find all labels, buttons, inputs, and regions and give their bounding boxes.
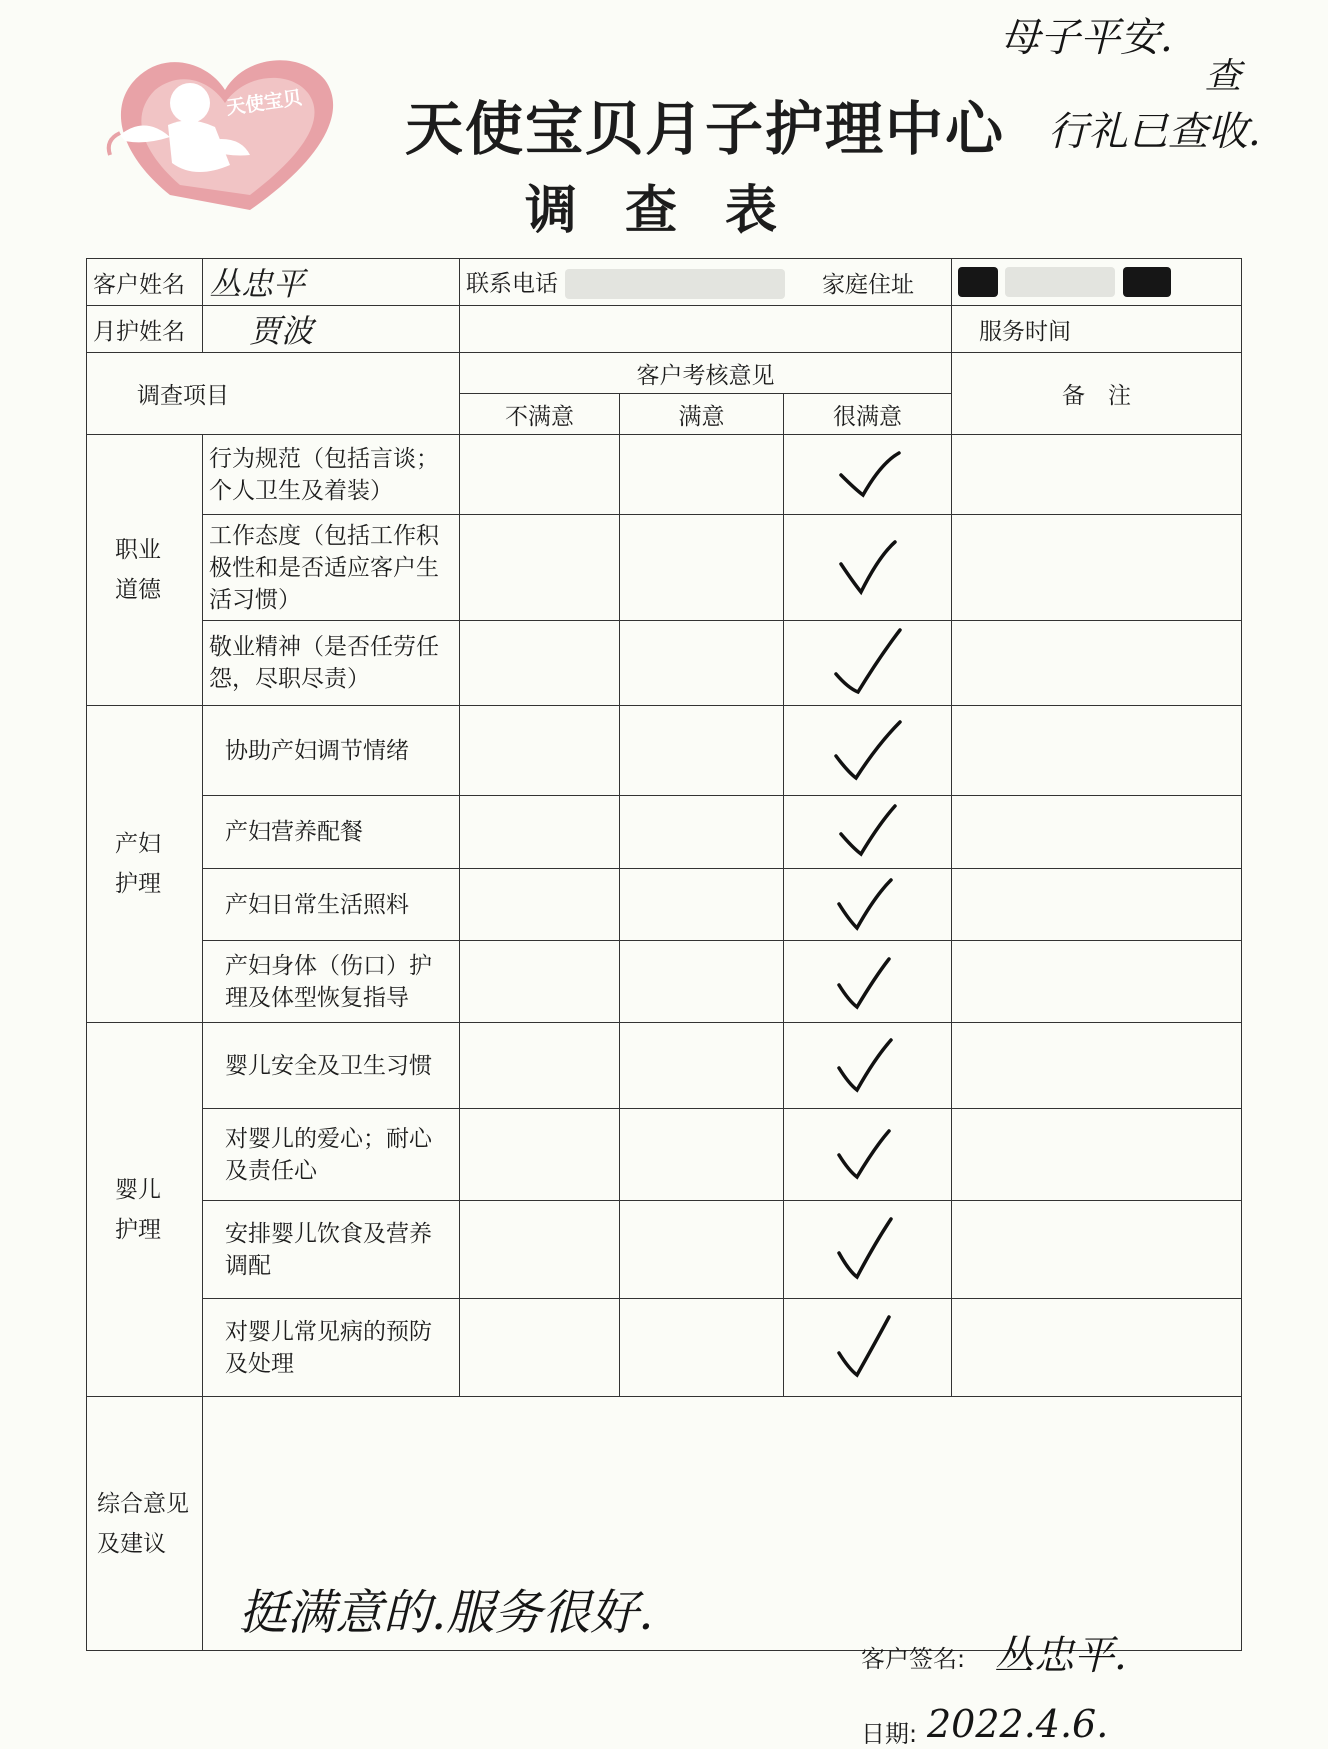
rating-cell-very-satisfied — [784, 869, 952, 941]
survey-item-row — [87, 1109, 1242, 1201]
address-redacted — [958, 267, 998, 297]
category-label — [87, 1023, 203, 1397]
rating-cell-very-satisfied — [784, 796, 952, 869]
remarks-cell — [952, 869, 1242, 941]
checkmark-icon — [833, 953, 903, 1011]
remarks-cell — [952, 1109, 1242, 1201]
remarks-cell — [952, 1299, 1242, 1397]
remarks-header: 备 注 — [952, 353, 1242, 435]
rating-cell-satisfied — [620, 1299, 784, 1397]
rating-cell-dissatisfied — [460, 1201, 620, 1299]
survey-item-row — [87, 435, 1242, 515]
checkmark-icon — [833, 1125, 903, 1185]
rating-cell-satisfied — [620, 796, 784, 869]
rating-cell-very-satisfied — [784, 1109, 952, 1201]
phone-label: 联系电话 — [466, 270, 558, 297]
checkmark-icon — [833, 1215, 903, 1285]
category-name: 职业 道德 — [115, 537, 161, 603]
rating-cell-satisfied — [620, 706, 784, 796]
checkmark-icon — [833, 802, 903, 862]
remarks-cell — [952, 706, 1242, 796]
rating-cell-very-satisfied — [784, 1299, 952, 1397]
rating-cell-very-satisfied — [784, 621, 952, 706]
item-text: 行为规范（包括言谈；个人卫生及着装） — [203, 435, 460, 515]
service-time-label: 服务时间 — [979, 318, 1071, 345]
customer-name-cell — [203, 259, 460, 306]
rating-cell-dissatisfied — [460, 1023, 620, 1109]
signature-value: 丛忠平. — [994, 1632, 1127, 1679]
survey-item-row — [87, 515, 1242, 621]
item-text: 产妇日常生活照料 — [203, 869, 460, 941]
address-redacted — [1123, 267, 1171, 297]
subtitle-char: 调 — [525, 181, 578, 241]
survey-item-row — [87, 706, 1242, 796]
handwritten-note: 查 — [1205, 56, 1242, 97]
logo-text: 天使宝贝 — [225, 86, 304, 120]
remarks-cell — [952, 515, 1242, 621]
rating-cell-dissatisfied — [460, 1109, 620, 1201]
rating-cell-dissatisfied — [460, 869, 620, 941]
rating-cell-satisfied — [620, 1201, 784, 1299]
category-name: 婴儿 护理 — [115, 1176, 161, 1243]
checkmark-icon — [833, 1036, 903, 1096]
survey-form — [86, 258, 1242, 1748]
rating-cell-very-satisfied — [784, 515, 952, 621]
remarks-cell — [952, 796, 1242, 869]
overall-comment: 挺满意的.服务很好. — [239, 1584, 654, 1641]
rating-cell-satisfied — [620, 869, 784, 941]
subtitle-char: 查 — [625, 181, 678, 241]
checkmark-icon — [833, 536, 903, 600]
category-label — [87, 706, 203, 1023]
item-text: 产妇身体（伤口）护理及体型恢复指导 — [203, 941, 460, 1023]
rating-cell-satisfied — [620, 1023, 784, 1109]
survey-item-row — [87, 1299, 1242, 1397]
category-label — [87, 435, 203, 706]
rating-col-very-satisfied: 很满意 — [784, 394, 952, 435]
rating-cell-satisfied — [620, 621, 784, 706]
nurse-name-value: 贾波 — [249, 312, 314, 350]
nurse-name-label: 月护姓名 — [87, 306, 203, 353]
survey-items-label: 调查项目 — [87, 353, 460, 435]
rating-cell-satisfied — [620, 515, 784, 621]
handwritten-note: 母子平安. — [1000, 15, 1173, 61]
survey-item-row — [87, 1201, 1242, 1299]
angel-baby-logo — [100, 45, 345, 215]
item-text: 产妇营养配餐 — [203, 796, 460, 869]
overall-label-text: 综合意见 及建议 — [97, 1490, 189, 1557]
header-row-1 — [87, 353, 1242, 394]
rating-cell-dissatisfied — [460, 1299, 620, 1397]
subtitle-char: 表 — [725, 181, 778, 241]
rating-cell-dissatisfied — [460, 796, 620, 869]
address-cell — [822, 259, 1242, 306]
overall-content — [203, 1397, 1242, 1748]
survey-item-row — [87, 869, 1242, 941]
address-label: 家庭住址 — [822, 272, 914, 298]
remarks-cell — [952, 941, 1242, 1023]
rating-cell-very-satisfied — [784, 1201, 952, 1299]
date-label: 日期: — [861, 1719, 918, 1748]
category-name: 产妇 护理 — [115, 831, 161, 897]
item-text: 协助产妇调节情绪 — [203, 706, 460, 796]
customer-name-value: 丛忠平 — [209, 265, 306, 303]
survey-item-row — [87, 941, 1242, 1023]
address-redacted — [1005, 267, 1115, 297]
item-text: 工作态度（包括工作积极性和是否适应客户生活习惯） — [203, 515, 460, 621]
checkmark-icon — [833, 876, 903, 934]
rating-cell-very-satisfied — [784, 941, 952, 1023]
item-text: 对婴儿常见病的预防及处理 — [203, 1299, 460, 1397]
date-value: 2022.4.6. — [927, 1701, 1109, 1746]
remarks-cell — [952, 435, 1242, 515]
item-text: 敬业精神（是否任劳任怨，尽职尽责） — [203, 621, 460, 706]
rating-cell-dissatisfied — [460, 941, 620, 1023]
customer-name-label: 客户姓名 — [87, 259, 203, 306]
info-row-2 — [87, 306, 1242, 353]
rating-cell-very-satisfied — [784, 706, 952, 796]
checkmark-icon — [833, 445, 903, 505]
rating-cell-dissatisfied — [460, 515, 620, 621]
nurse-name-cell — [203, 306, 460, 353]
rating-cell-satisfied — [620, 435, 784, 515]
survey-item-row — [87, 1023, 1242, 1109]
service-time-cell — [460, 306, 1071, 353]
rating-cell-dissatisfied — [460, 621, 620, 706]
overall-label — [87, 1397, 203, 1651]
signature-label: 客户签名: — [861, 1644, 966, 1673]
page-subtitle — [525, 168, 825, 243]
rating-cell-satisfied — [620, 1109, 784, 1201]
survey-item-row — [87, 621, 1242, 706]
item-text: 安排婴儿饮食及营养调配 — [203, 1201, 460, 1299]
item-text: 婴儿安全及卫生习惯 — [203, 1023, 460, 1109]
survey-item-row — [87, 796, 1242, 869]
checkmark-icon — [828, 716, 908, 786]
evaluation-header: 客户考核意见 — [460, 353, 952, 394]
rating-cell-very-satisfied — [784, 435, 952, 515]
remarks-cell — [952, 621, 1242, 706]
rating-cell-dissatisfied — [460, 435, 620, 515]
page-title: 天使宝贝月子护理中心 — [405, 95, 1006, 163]
rating-cell-very-satisfied — [784, 1023, 952, 1109]
item-text: 对婴儿的爱心；耐心及责任心 — [203, 1109, 460, 1201]
handwritten-note: 行礼已查收. — [1048, 109, 1261, 155]
rating-cell-satisfied — [620, 941, 784, 1023]
phone-redacted — [565, 269, 785, 299]
overall-row — [87, 1397, 1242, 1651]
remarks-cell — [952, 1023, 1242, 1109]
rating-col-satisfied: 满意 — [620, 394, 784, 435]
rating-col-dissatisfied: 不满意 — [460, 394, 620, 435]
remarks-cell — [952, 1201, 1242, 1299]
info-row-1 — [87, 259, 1242, 306]
rating-cell-dissatisfied — [460, 706, 620, 796]
checkmark-icon — [833, 1313, 903, 1383]
checkmark-icon — [828, 626, 908, 700]
